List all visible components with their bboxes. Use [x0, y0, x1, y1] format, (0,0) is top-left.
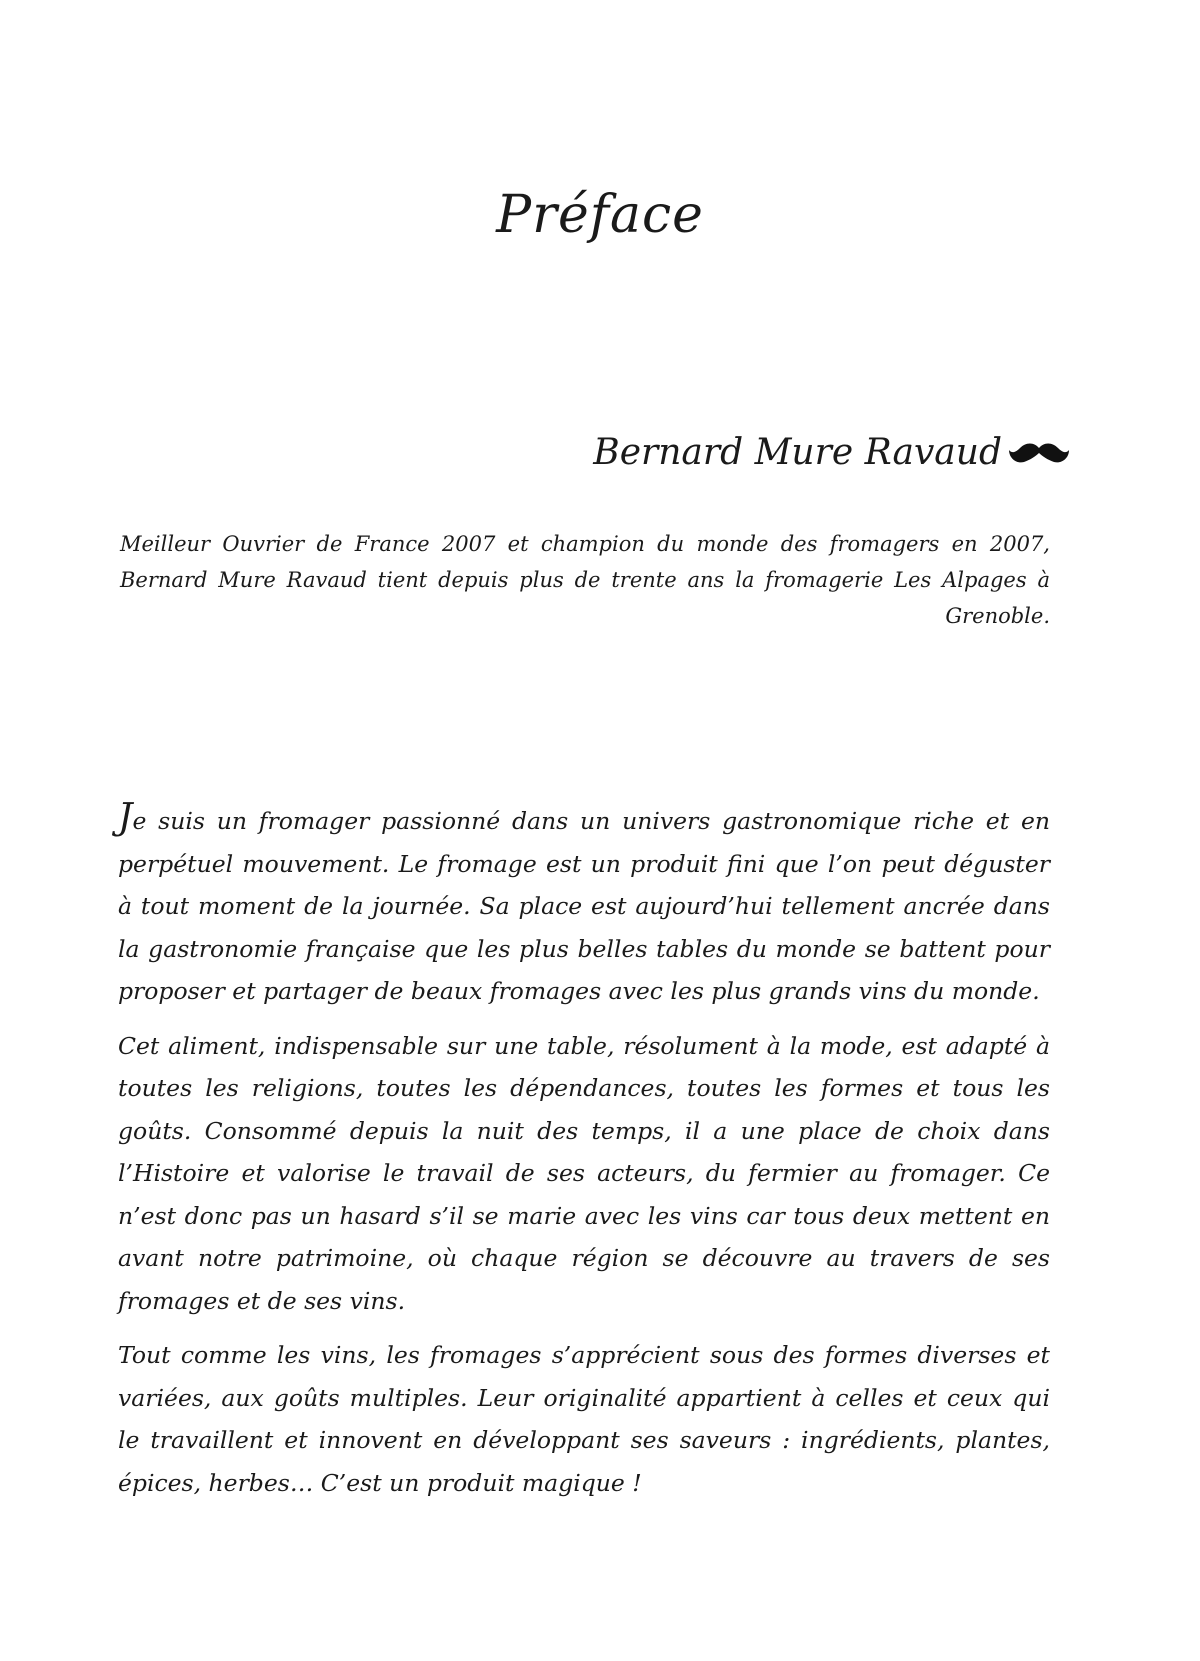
- paragraph-text: e suis un fromager passionné dans un univers gastronomique riche et en perpétuel mouvement. Le fromage est un produit fini que l’on peut déguster à tout moment de la journée. Sa place est aujourd’hui tellement ancrée dans la gastronomie française que les plus belles tables du monde se battent pour proposer et partager de beaux fromages avec les plus grands vins du monde.: [118, 807, 1050, 1005]
- preface-body: [118, 797, 1050, 1516]
- author-bio: Meilleur Ouvrier de France 2007 et champion du monde des fromagers en 2007, Bernard Mure Ravaud tient depuis plus de trente ans la fromagerie Les Alpages à Grenoble.: [120, 532, 1050, 628]
- paragraph: Tout comme les vins, les fromages s’apprécient sous des formes diverses et variées, aux goûts multiples. Leur originalité appartient à celles et ceux qui le travaillent et innovent en développant ses saveurs : ingrédients, plantes, épices, herbes… C’est un produit magique !: [118, 1341, 1050, 1497]
- author-name: Bernard Mure Ravaud: [593, 432, 1002, 473]
- page-title: Préface: [496, 184, 704, 245]
- paragraph: [118, 797, 1050, 1013]
- author-heading: [593, 432, 1070, 473]
- drop-cap: J: [118, 797, 133, 838]
- paragraph: Cet aliment, indispensable sur une table, résolument à la mode, est adapté à toutes les religions, toutes les dépendances, toutes les formes et tous les goûts. Consommé depuis la nuit des temps, il a une place de choix dans l’Histoire et valorise le travail de ses acteurs, du fermier au fromager. Ce n’est donc pas un hasard s’il se marie avec les vins car tous deux mettent en avant notre patrimoine, où chaque région se découvre au travers de ses fromages et de ses vins.: [118, 1031, 1050, 1315]
- mustache-icon: [1008, 438, 1070, 468]
